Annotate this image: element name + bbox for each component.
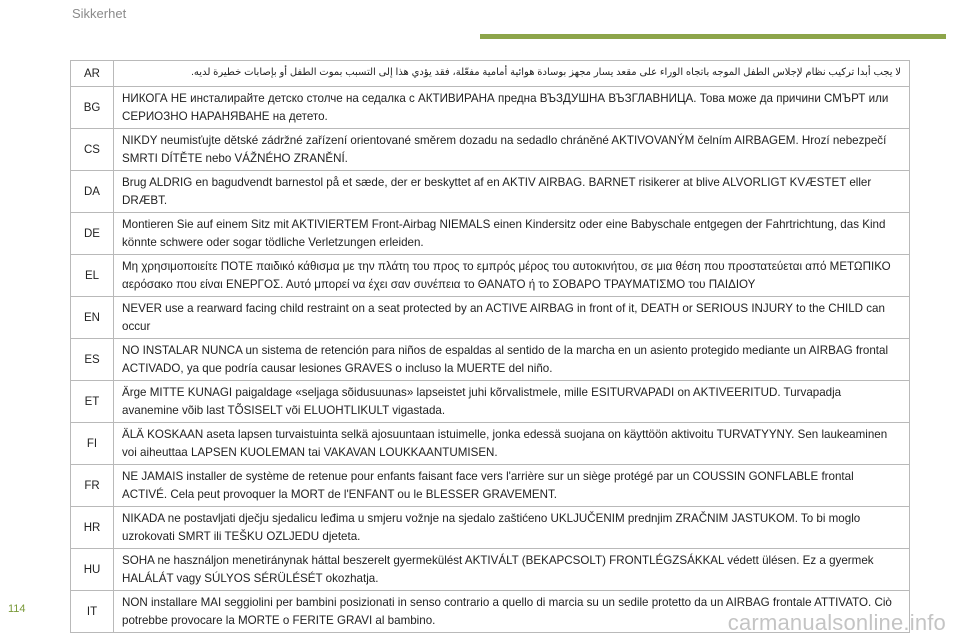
language-code: HR [83, 522, 101, 534]
table-row [71, 507, 909, 549]
warning-text: Brug ALDRIG en bagudvendt barnestol på et sæde, der er beskyttet af en AKTIV AIRBAG. BARNET risikerer at blive ALVORLIGT KVÆSTET eller DRÆBT. [113, 171, 909, 212]
table-row [71, 61, 909, 87]
language-code: FR [84, 480, 100, 492]
language-code: CS [84, 144, 100, 156]
language-code: EL [84, 270, 100, 282]
language-code: DA [84, 186, 100, 198]
language-code: FI [86, 438, 98, 450]
watermark: carmanualsonline.info [727, 610, 946, 635]
page-number: 114 [8, 603, 26, 615]
language-code: BG [83, 102, 101, 114]
table-row [71, 213, 909, 255]
language-code: AR [84, 68, 100, 80]
warning-text: Ärge MITTE KUNAGI paigaldage «seljaga sõidusuunas» lapseistet juhi kõrvalistmele, mille ESITURVAPADI on AKTIVEERITUD. Turvapadja avanemine võib last TÕSISELT või ELUOHTLIKULT vigastada. [113, 381, 909, 422]
table-row [71, 381, 909, 423]
table-row [71, 87, 909, 129]
table-row [71, 339, 909, 381]
language-code: IT [86, 606, 98, 618]
warning-text: Montieren Sie auf einem Sitz mit AKTIVIERTEM Front-Airbag NIEMALS einen Kindersitz oder eine Babyschale entgegen der Fahrtrichtung, das Kind könnte schwere oder sogar tödliche Verletzungen erleiden. [113, 213, 909, 254]
section-accent-bar [480, 34, 946, 39]
language-code: EN [84, 312, 100, 324]
warning-text: SOHA ne használjon menetiránynak háttal beszerelt gyermekülést AKTIVÁLT (BEKAPCSOLT) FRONTLÉGZSÁKKAL védett ülésen. Ez a gyermek HALÁLÁT vagy SÚLYOS SÉRÜLÉSÉT okozhatja. [113, 549, 909, 590]
table-row [71, 423, 909, 465]
warning-text: NE JAMAIS installer de système de retenue pour enfants faisant face vers l'arrière sur un siège protégé par un COUSSIN GONFLABLE frontal ACTIVÉ. Cela peut provoquer la MORT de l'ENFANT ou le BLESSER GRAVEMENT. [113, 465, 909, 506]
warning-text: NEVER use a rearward facing child restraint on a seat protected by an ACTIVE AIRBAG in front of it, DEATH or SERIOUS INJURY to the CHILD can occur [113, 297, 909, 338]
table-row [71, 129, 909, 171]
table-row [71, 549, 909, 591]
table-row [71, 171, 909, 213]
language-code: ET [84, 396, 100, 408]
language-code: ES [84, 354, 100, 366]
language-code: HU [83, 564, 101, 576]
warning-text: NIKADA ne postavljati dječju sjedalicu leđima u smjeru vožnje na sjedalo zaštićeno UKLJUČENIM prednjim ZRAČNIM JASTUKOM. To bi moglo uzrokovati SMRT ili TEŠKU OZLJEDU djeteta. [113, 507, 909, 548]
warning-text: NIKDY neumisťujte dětské zádržné zařízení orientované směrem dozadu na sedadlo chráněné AKTIVOVANÝM čelním AIRBAGEM. Hrozí nebezpečí SMRTI DÍTĚTE nebo VÁŽNÉHO ZRANĚNÍ. [113, 129, 909, 170]
section-title: Sikkerhet [72, 6, 127, 21]
table-row [71, 465, 909, 507]
warning-text: NO INSTALAR NUNCA un sistema de retención para niños de espaldas al sentido de la marcha en un asiento protegido mediante un AIRBAG frontal ACTIVADO, ya que podría causar lesiones GRAVES o incluso la MUERTE del niño. [113, 339, 909, 380]
table-row [71, 297, 909, 339]
warning-text: ÄLÄ KOSKAAN aseta lapsen turvaistuinta selkä ajosuuntaan istuimelle, jonka edessä suojana on käyttöön aktivoitu TURVATYYNY. Sen laukeaminen voi aiheuttaa LAPSEN KUOLEMAN tai VAKAVAN LOUKKAANTUMISEN. [113, 423, 909, 464]
warning-text: NON installare MAI seggiolini per bambini posizionati in senso contrario a quello di marcia su un sedile protetto da un AIRBAG frontale ATTIVATO. Ciò potrebbe provocare la MORTE o FERITE GRAVI al bambino. [113, 591, 909, 632]
language-code: DE [84, 228, 100, 240]
table-row [71, 255, 909, 297]
warning-text: لا يجب أبدا تركيب نظام لإجلاس الطفل الموجه باتجاه الوراء على مقعد يسار مجهز بوسادة هوائية أمامية مفعّلة، فقد يؤدي هذا إلى التسبب بموت الطفل أو بإصابات خطيرة لديه. [113, 61, 909, 86]
warning-text: Μη χρησιμοποιείτε ΠΟΤΕ παιδικό κάθισμα με την πλάτη του προς το εμπρός μέρος του αυτοκινήτου, σε μια θέση που προστατεύεται από ΜΕΤΩΠΙΚΟ αερόσακο που είναι ΕΝΕΡΓΟΣ. Αυτό μπορεί να έχει σαν συνέπεια το ΘΑΝΑΤΟ ή το ΣΟΒΑΡΟ ΤΡΑΥΜΑΤΙΣΜΟ του ΠΑΙΔΙΟΥ [113, 255, 909, 296]
warning-text: НИКОГА НЕ инсталирайте детско столче на седалка с АКТИВИРАНА предна ВЪЗДУШНА ВЪЗГЛАВНИЦА. Това може да причини СМЪРТ или СЕРИОЗНО НАРАНЯВАНЕ на детето. [113, 87, 909, 128]
airbag-warning-table [70, 60, 910, 633]
